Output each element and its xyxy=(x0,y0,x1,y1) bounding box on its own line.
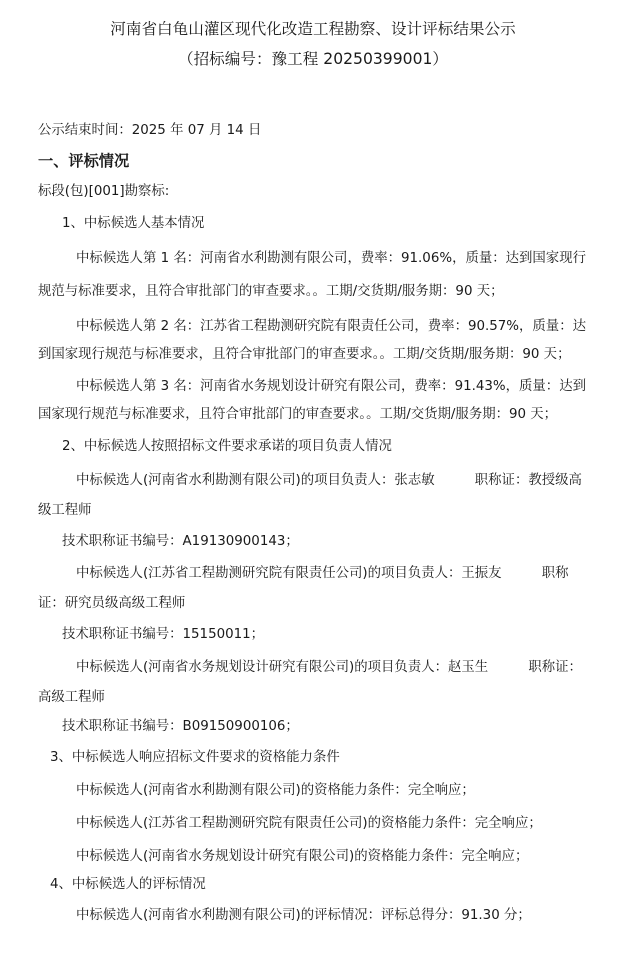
candidate-line: 国家现行规范与标准要求，且符合审批部门的审查要求。。工期/交货期/服务期：90 天； xyxy=(38,407,558,422)
manager-line: 中标候选人(江苏省工程勘测研究院有限责任公司)的项目负责人：王振友 职称 xyxy=(76,566,569,581)
candidate-line: 中标候选人第 2 名：江苏省工程勘测研究院有限责任公司，费率：90.57%，质量：达 xyxy=(76,319,586,334)
publicity-end-time: 公示结束时间：2025 年 07 月 14 日 xyxy=(38,123,262,138)
document-title: 河南省白龟山灌区现代化改造工程勘察、设计评标结果公示 xyxy=(110,20,516,38)
subsection-heading: 3、中标候选人响应招标文件要求的资格能力条件 xyxy=(50,750,340,765)
subsection-heading: 2、中标候选人按照招标文件要求承诺的项目负责人情况 xyxy=(62,439,392,454)
tender-number: （招标编号：豫工程 20250399001） xyxy=(177,50,449,68)
lot-label: 标段(包)[001]勘察标: xyxy=(38,184,170,199)
subsection-heading: 4、中标候选人的评标情况 xyxy=(50,877,206,892)
qualification-line: 中标候选人(河南省水务规划设计研究有限公司)的资格能力条件：完全响应； xyxy=(76,849,529,864)
manager-line: 中标候选人(河南省水利勘测有限公司)的项目负责人：张志敏 职称证：教授级高 xyxy=(76,473,582,488)
manager-line: 级工程师 xyxy=(38,503,92,518)
evaluation-line: 中标候选人(河南省水利勘测有限公司)的评标情况：评标总得分：91.30 分； xyxy=(76,908,531,923)
subsection-heading: 1、中标候选人基本情况 xyxy=(62,216,205,231)
manager-line: 高级工程师 xyxy=(38,690,105,705)
manager-line: 中标候选人(河南省水务规划设计研究有限公司)的项目负责人：赵玉生 职称证： xyxy=(76,660,582,675)
section-heading-evaluation: 一、评标情况 xyxy=(38,152,130,170)
qualification-line: 中标候选人(江苏省工程勘测研究院有限责任公司)的资格能力条件：完全响应； xyxy=(76,816,542,831)
qualification-line: 中标候选人(河南省水利勘测有限公司)的资格能力条件：完全响应； xyxy=(76,783,475,798)
candidate-line: 中标候选人第 3 名：河南省水务规划设计研究有限公司，费率：91.43%，质量：达到 xyxy=(76,379,586,394)
certificate-number: 技术职称证书编号：B09150900106； xyxy=(62,719,299,734)
candidate-line: 到国家现行规范与标准要求，且符合审批部门的审查要求。。工期/交货期/服务期：90 天； xyxy=(38,347,571,362)
candidate-line: 中标候选人第 1 名：河南省水利勘测有限公司，费率：91.06%，质量：达到国家现行 xyxy=(76,251,586,266)
certificate-number: 技术职称证书编号：15150011； xyxy=(62,627,265,642)
certificate-number: 技术职称证书编号：A19130900143； xyxy=(62,534,299,549)
manager-line: 证：研究员级高级工程师 xyxy=(38,596,186,611)
candidate-line: 规范与标准要求，且符合审批部门的审查要求。。工期/交货期/服务期：90 天； xyxy=(38,284,504,299)
